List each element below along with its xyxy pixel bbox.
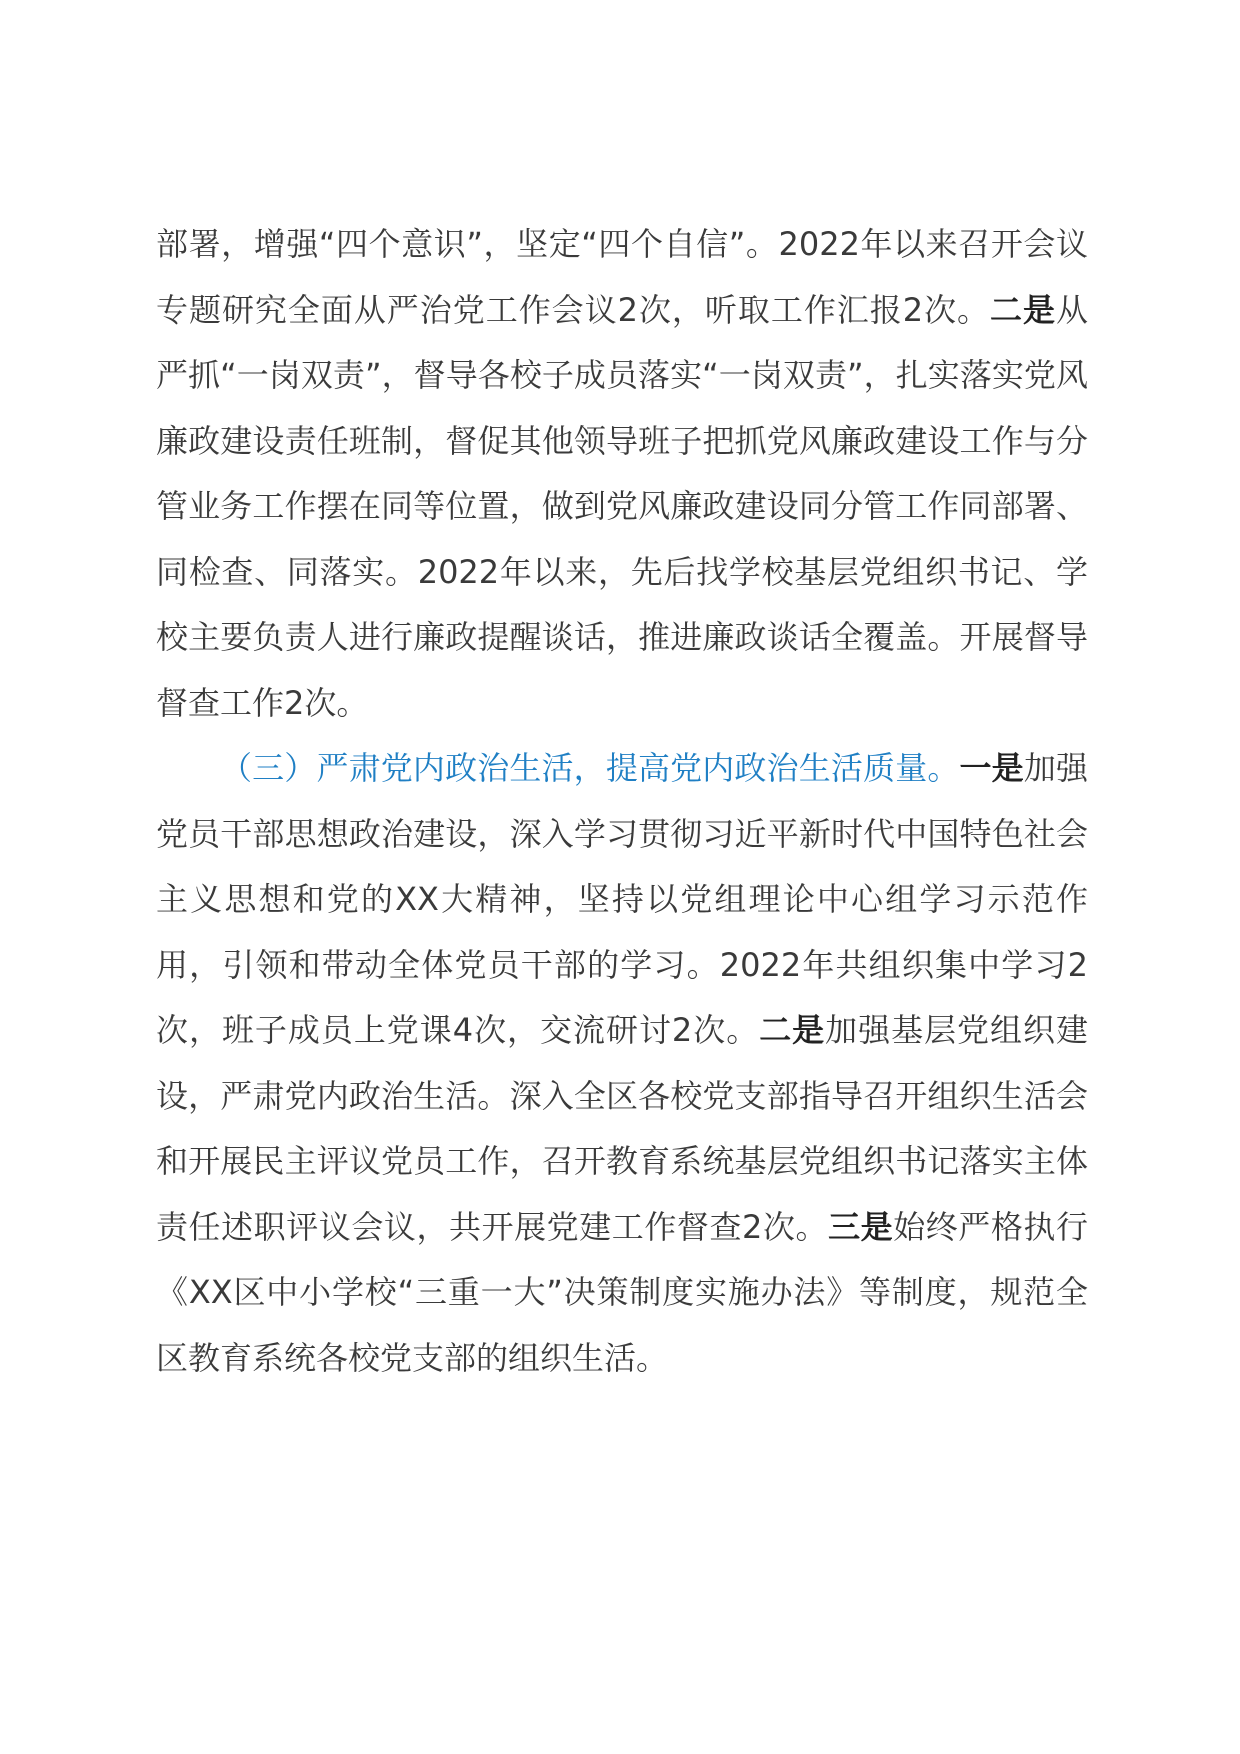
emphasis-label: 一是 <box>959 749 1024 787</box>
emphasis-label: 三是 <box>828 1207 894 1246</box>
paragraph-text: 从严抓“一岗双责”，督导各校子成员落实“一岗双责”，扎实落实党风廉政建设责任班制，督促其他领导班子把抓党风廉政建设工作与分管业务工作摆在同等位置，做到党风廉政建设同分管工作同部署、同检查、同落实。2022年以来，先后找学校基层党组织书记、学校主要负责人进行廉政提醒谈话，推进廉政谈话全覆盖。开展督导督查工作2次。 <box>156 290 1088 722</box>
section-three-paragraph <box>156 736 1088 1391</box>
emphasis-label: 二是 <box>990 290 1056 329</box>
paragraph-continuation <box>156 212 1088 736</box>
paragraph-text: 部署，增强“四个意识”，坚定“四个自信”。2022年以来召开会议专题研究全面从严治党工作会议2次，听取工作汇报2次。 <box>156 225 1088 329</box>
section-heading: （三）严肃党内政治生活，提高党内政治生活质量。 <box>220 749 960 787</box>
paragraph-text: 始终严格执行《XX区中小学校“三重一大”决策制度实施办法》等制度，规范全区教育系统各校党支部的组织生活。 <box>156 1207 1088 1377</box>
paragraph-text: 加强基层党组织建设，严肃党内政治生活。深入全区各校党支部指导召开组织生活会和开展民主评议党员工作，召开教育系统基层党组织书记落实主体责任述职评议会议，共开展党建工作督查2次。 <box>156 1011 1088 1246</box>
paragraph-text: 加强党员干部思想政治建设，深入学习贯彻习近平新时代中国特色社会主义思想和党的XX大精神，坚持以党组理论中心组学习示范作用，引领和带动全体党员干部的学习。2022年共组织集中学习2次，班子成员上党课4次，交流研讨2次。 <box>156 749 1088 1049</box>
emphasis-label: 二是 <box>759 1011 826 1049</box>
document-page <box>156 212 1088 1391</box>
